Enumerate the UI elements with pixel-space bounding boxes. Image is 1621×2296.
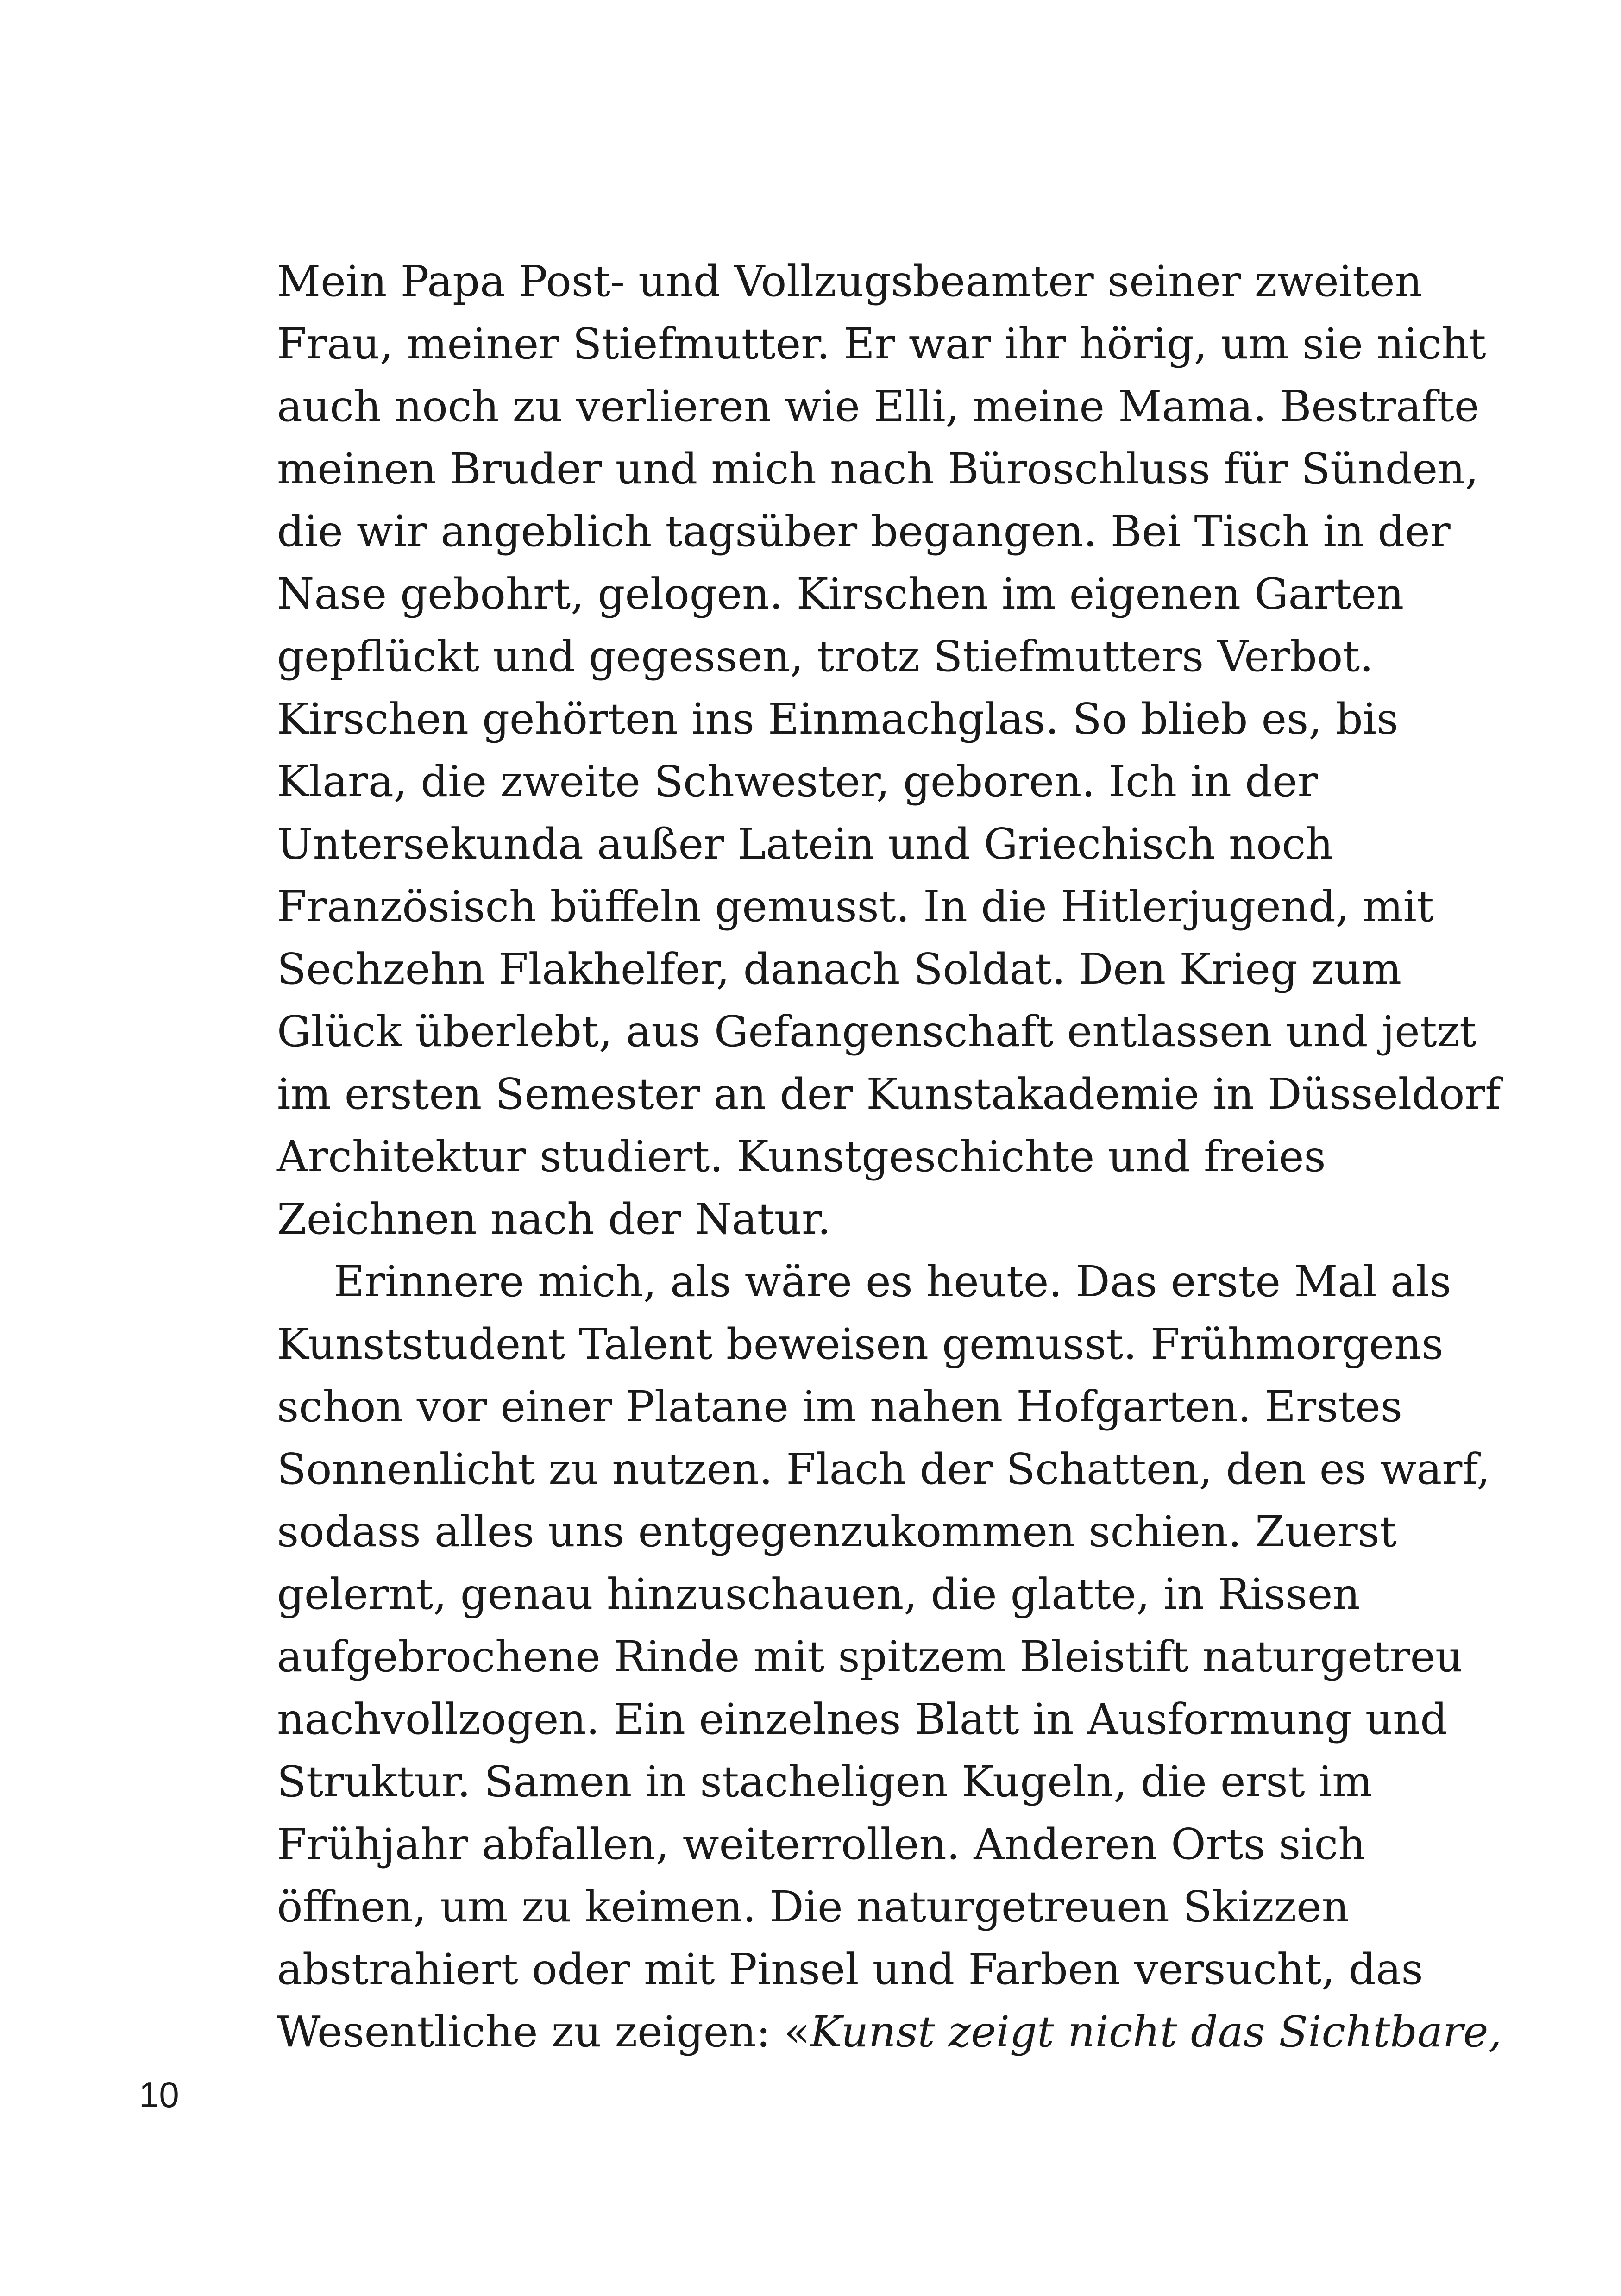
text-line: meinen Bruder und mich nach Büroschluss für Sünden, <box>277 444 1479 494</box>
text-line: Zeichnen nach der Natur. <box>277 1194 831 1244</box>
text-line: Architektur studiert. Kunstgeschichte und freies <box>277 1132 1326 1181</box>
text-line: Sechzehn Flakhelfer, danach Soldat. Den Krieg zum <box>277 944 1402 994</box>
text-line: Glück überlebt, aus Gefangenschaft entlassen und jetzt <box>277 1007 1477 1056</box>
text-line: die wir angeblich tagsüber begangen. Bei Tisch in der <box>277 507 1451 556</box>
text-line: abstrahiert oder mit Pinsel und Farben versucht, das <box>277 1945 1423 1994</box>
last-line-plain-text: Wesentliche zu zeigen: « <box>277 2007 810 2057</box>
text-line: Untersekunda außer Latein und Griechisch noch <box>277 819 1333 869</box>
text-line: Frühjahr abfallen, weiterrollen. Anderen Orts sich <box>277 1819 1366 1869</box>
text-line: gepflückt und gegessen, trotz Stiefmutters Verbot. <box>277 632 1374 681</box>
text-line: Nase gebohrt, gelogen. Kirschen im eigenen Garten <box>277 569 1404 619</box>
text-line: nachvollzogen. Ein einzelnes Blatt in Ausformung und <box>277 1694 1448 1744</box>
text-line: gelernt, genau hinzuschauen, die glatte, in Rissen <box>277 1569 1360 1619</box>
text-line: Frau, meiner Stiefmutter. Er war ihr hörig, um sie nicht <box>277 319 1486 369</box>
text-line: im ersten Semester an der Kunstakademie in Düsseldorf <box>277 1069 1501 1119</box>
last-text-line <box>277 2001 1502 2063</box>
text-line: Kunststudent Talent beweisen gemusst. Frühmorgens <box>277 1319 1444 1369</box>
text-line: Klara, die zweite Schwester, geboren. Ich in der <box>277 757 1318 806</box>
text-line: Mein Papa Post- und Vollzugsbeamter seiner zweiten <box>277 257 1422 306</box>
text-line: Kirschen gehörten ins Einmachglas. So blieb es, bis <box>277 694 1399 744</box>
page-number: 10 <box>139 2074 179 2115</box>
text-line: Französisch büffeln gemusst. In die Hitlerjugend, mit <box>277 882 1434 931</box>
text-line: auch noch zu verlieren wie Elli, meine Mama. Bestrafte <box>277 382 1480 431</box>
text-line: Struktur. Samen in stacheligen Kugeln, die erst im <box>277 1757 1373 1807</box>
text-line: aufgebrochene Rinde mit spitzem Bleistift naturgetreu <box>277 1632 1463 1681</box>
text-line: Sonnenlicht zu nutzen. Flach der Schatten, den es warf, <box>277 1444 1490 1494</box>
paragraph-first-line: Erinnere mich, als wäre es heute. Das erste Mal als <box>333 1257 1451 1306</box>
italic-quote-text: Kunst zeigt nicht das Sichtbare, <box>810 2007 1502 2057</box>
body-text <box>277 250 1502 2063</box>
text-line: schon vor einer Platane im nahen Hofgarten. Erstes <box>277 1382 1402 1431</box>
text-line: öffnen, um zu keimen. Die naturgetreuen Skizzen <box>277 1882 1349 1932</box>
text-line: sodass alles uns entgegenzukommen schien. Zuerst <box>277 1507 1397 1556</box>
